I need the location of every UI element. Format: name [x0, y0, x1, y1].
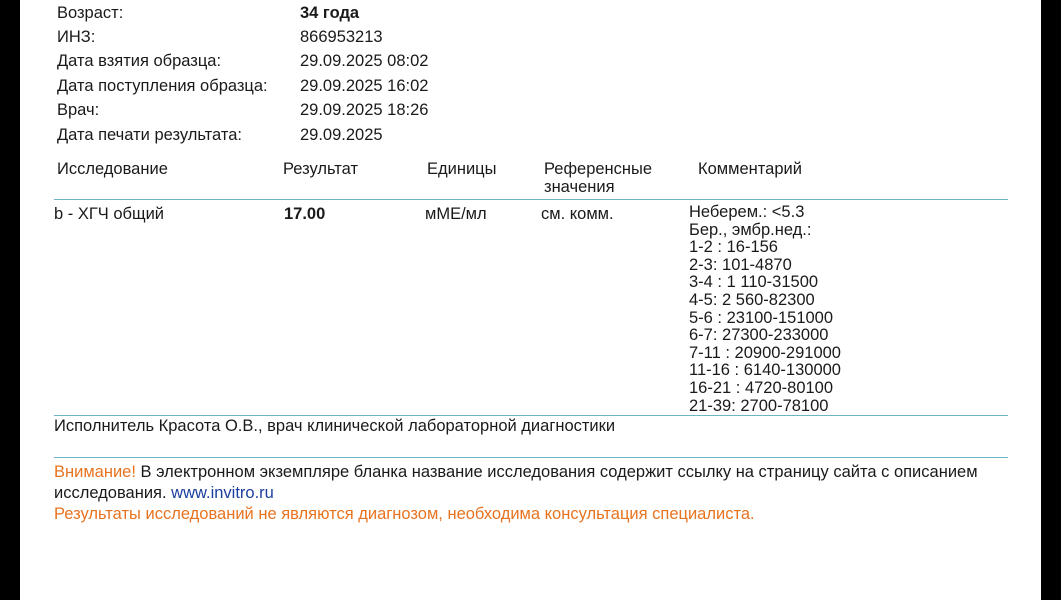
footer-divider [54, 457, 1008, 458]
doctor-row [57, 99, 428, 123]
header-comment: Комментарий [698, 160, 802, 178]
header-reference [544, 160, 652, 196]
doctor-value: 29.09.2025 18:26 [300, 101, 429, 120]
comment-line: 2-3: 101-4870 [689, 255, 792, 274]
sample-taken-label: Дата взятия образца: [57, 52, 222, 71]
inz-value: 866953213 [300, 28, 383, 47]
invitro-link[interactable]: www.invitro.ru [171, 484, 274, 502]
comment-line: 16-21 : 4720-80100 [689, 378, 834, 397]
sample-received-label: Дата поступления образца: [57, 76, 268, 95]
header-units: Единицы [427, 160, 497, 178]
header-divider [54, 199, 1008, 200]
age-row [57, 1, 428, 25]
header-result: Результат [283, 160, 359, 178]
comment-line: 3-4 : 1 110-31500 [689, 273, 819, 292]
comment-line: 7-11 : 20900-291000 [689, 343, 841, 362]
doctor-label: Врач: [57, 101, 100, 120]
study-name: b - ХГЧ общий [54, 205, 164, 223]
print-date-label: Дата печати результата: [57, 125, 242, 144]
comment-line: 5-6 : 23100-151000 [689, 308, 834, 327]
notice-text: В электронном экземпляре бланка название исследования содержит ссылку на страницу сайта с описанием исследования. [54, 463, 978, 502]
right-frame-border [1041, 0, 1061, 600]
row-divider [54, 415, 1008, 416]
sample-received-row [57, 74, 428, 98]
comment-line: 1-2 : 16-156 [689, 238, 778, 257]
reference-value: см. комм. [541, 205, 614, 223]
inz-label: ИНЗ: [57, 28, 96, 47]
comment-line: 4-5: 2 560-82300 [689, 290, 815, 309]
header-study: Исследование [57, 160, 168, 178]
comment-cell [689, 204, 841, 415]
units-value: мМЕ/мл [425, 205, 487, 223]
patient-info [57, 1, 428, 147]
comment-line: 21-39: 2700-78100 [689, 396, 829, 415]
sample-taken-row [57, 50, 428, 74]
disclaimer-text: Результаты исследований не являются диагнозом, необходима консультация специалиста. [54, 505, 755, 523]
print-date-row [57, 123, 428, 147]
sample-received-value: 29.09.2025 16:02 [300, 76, 429, 95]
header-reference-line2: значения [544, 178, 615, 196]
inz-row [57, 25, 428, 49]
comment-line: 11-16 : 6140-130000 [689, 361, 841, 380]
age-value: 34 года [300, 3, 360, 22]
executor-line: Исполнитель Красота О.В., врач клинической лабораторной диагностики [54, 417, 616, 435]
age-label: Возраст: [57, 3, 124, 22]
sample-taken-value: 29.09.2025 08:02 [300, 52, 429, 71]
comment-line: 6-7: 27300-233000 [689, 326, 829, 345]
lab-report-page [20, 0, 1041, 600]
result-value: 17.00 [284, 205, 326, 223]
comment-line: Бер., эмбр.нед.: [689, 220, 812, 239]
header-reference-line1: Референсные [544, 160, 653, 178]
comment-line: Неберем.: <5.3 [689, 203, 805, 221]
attention-label: Внимание! [54, 463, 136, 481]
notice-block [54, 462, 1014, 525]
print-date-value: 29.09.2025 [300, 125, 383, 144]
